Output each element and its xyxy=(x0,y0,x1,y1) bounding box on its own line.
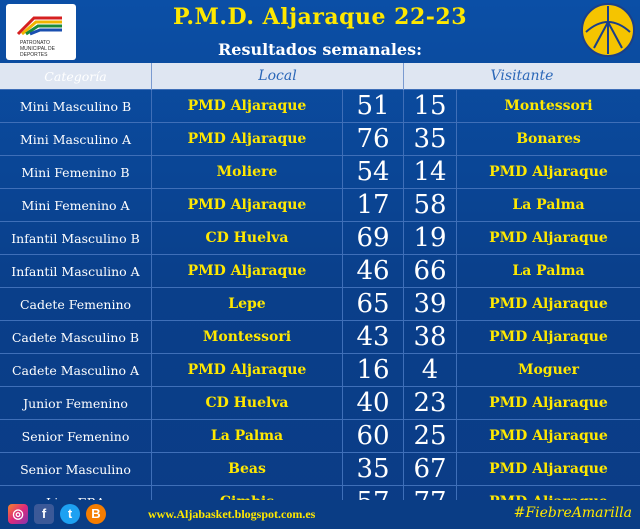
visitante-score-cell: 15 xyxy=(404,90,457,123)
table-row xyxy=(0,453,640,486)
categoria-cell: Junior Femenino xyxy=(0,387,152,420)
local-team-cell: CD Huelva xyxy=(152,222,343,255)
visitante-score-cell: 14 xyxy=(404,156,457,189)
visitante-score-cell: 19 xyxy=(404,222,457,255)
visitante-score-cell: 39 xyxy=(404,288,457,321)
categoria-cell: Senior Femenino xyxy=(0,420,152,453)
categoria-cell: Cadete Masculino B xyxy=(0,321,152,354)
page-title: P.M.D. Aljaraque 22-23 xyxy=(172,4,468,30)
visitante-team-cell: La Palma xyxy=(457,189,640,222)
categoria-cell: Cadete Femenino xyxy=(0,288,152,321)
local-score-cell: 69 xyxy=(343,222,404,255)
visitante-team-cell: PMD Aljaraque xyxy=(457,321,640,354)
local-score-cell: 35 xyxy=(343,453,404,486)
table-row xyxy=(0,90,640,123)
visitante-score-cell: 23 xyxy=(404,387,457,420)
local-team-cell: PMD Aljaraque xyxy=(152,123,343,156)
categoria-cell: Cadete Masculino A xyxy=(0,354,152,387)
local-team-cell: CD Huelva xyxy=(152,387,343,420)
visitante-team-cell: PMD Aljaraque xyxy=(457,387,640,420)
local-score-cell: 65 xyxy=(343,288,404,321)
local-team-cell: Montessori xyxy=(152,321,343,354)
hashtag: #FiebreAmarilla xyxy=(513,505,632,521)
local-score-cell: 60 xyxy=(343,420,404,453)
local-team-cell: Moliere xyxy=(152,156,343,189)
basket-club-logo xyxy=(580,2,636,58)
blog-url[interactable]: www.Aljabasket.blogspot.com.es xyxy=(148,507,316,521)
local-score-cell: 16 xyxy=(343,354,404,387)
visitante-team-cell: PMD Aljaraque xyxy=(457,222,640,255)
categoria-cell: Mini Femenino A xyxy=(0,189,152,222)
visitante-score-cell: 58 xyxy=(404,189,457,222)
column-header-visitante: Visitante xyxy=(404,63,640,90)
visitante-team-cell: Montessori xyxy=(457,90,640,123)
visitante-team-cell: PMD Aljaraque xyxy=(457,420,640,453)
page-subtitle: Resultados semanales: xyxy=(217,40,423,59)
categoria-cell: Senior Masculino xyxy=(0,453,152,486)
table-row xyxy=(0,321,640,354)
categoria-cell: Infantil Masculino B xyxy=(0,222,152,255)
categoria-cell: Mini Masculino A xyxy=(0,123,152,156)
local-score-cell: 46 xyxy=(343,255,404,288)
categoria-cell: Mini Femenino B xyxy=(0,156,152,189)
table-row xyxy=(0,156,640,189)
local-team-cell: Beas xyxy=(152,453,343,486)
visitante-team-cell: PMD Aljaraque xyxy=(457,453,640,486)
header xyxy=(0,0,640,62)
table-row xyxy=(0,255,640,288)
column-header-local: Local xyxy=(152,63,404,90)
footer xyxy=(0,500,640,529)
visitante-team-cell: PMD Aljaraque xyxy=(457,156,640,189)
table-row xyxy=(0,222,640,255)
visitante-score-cell: 38 xyxy=(404,321,457,354)
blogger-icon[interactable]: B xyxy=(86,504,106,524)
visitante-score-cell: 35 xyxy=(404,123,457,156)
local-score-cell: 76 xyxy=(343,123,404,156)
local-team-cell: PMD Aljaraque xyxy=(152,90,343,123)
table-header-row xyxy=(0,63,640,90)
table-row xyxy=(0,420,640,453)
table-row xyxy=(0,123,640,156)
visitante-team-cell: Bonares xyxy=(457,123,640,156)
local-score-cell: 43 xyxy=(343,321,404,354)
visitante-team-cell: La Palma xyxy=(457,255,640,288)
visitante-team-cell: Moguer xyxy=(457,354,640,387)
local-score-cell: 54 xyxy=(343,156,404,189)
local-team-cell: PMD Aljaraque xyxy=(152,255,343,288)
results-table xyxy=(0,63,640,518)
visitante-score-cell: 67 xyxy=(404,453,457,486)
visitante-team-cell: PMD Aljaraque xyxy=(457,288,640,321)
visitante-score-cell: 66 xyxy=(404,255,457,288)
visitante-score-cell: 25 xyxy=(404,420,457,453)
local-score-cell: 51 xyxy=(343,90,404,123)
pmd-logo-text: PATRONATO MUNICIPAL DE DEPORTES xyxy=(20,40,56,58)
local-team-cell: PMD Aljaraque xyxy=(152,189,343,222)
instagram-icon[interactable]: ◎ xyxy=(8,504,28,524)
table-row xyxy=(0,288,640,321)
column-header-categoria: Categoría xyxy=(0,63,152,90)
local-team-cell: PMD Aljaraque xyxy=(152,354,343,387)
local-team-cell: La Palma xyxy=(152,420,343,453)
local-team-cell: Lepe xyxy=(152,288,343,321)
twitter-icon[interactable]: t xyxy=(60,504,80,524)
table-row xyxy=(0,387,640,420)
local-score-cell: 17 xyxy=(343,189,404,222)
categoria-cell: Infantil Masculino A xyxy=(0,255,152,288)
visitante-score-cell: 4 xyxy=(404,354,457,387)
local-score-cell: 40 xyxy=(343,387,404,420)
table-row xyxy=(0,354,640,387)
facebook-icon[interactable]: f xyxy=(34,504,54,524)
categoria-cell: Mini Masculino B xyxy=(0,90,152,123)
table-row xyxy=(0,189,640,222)
